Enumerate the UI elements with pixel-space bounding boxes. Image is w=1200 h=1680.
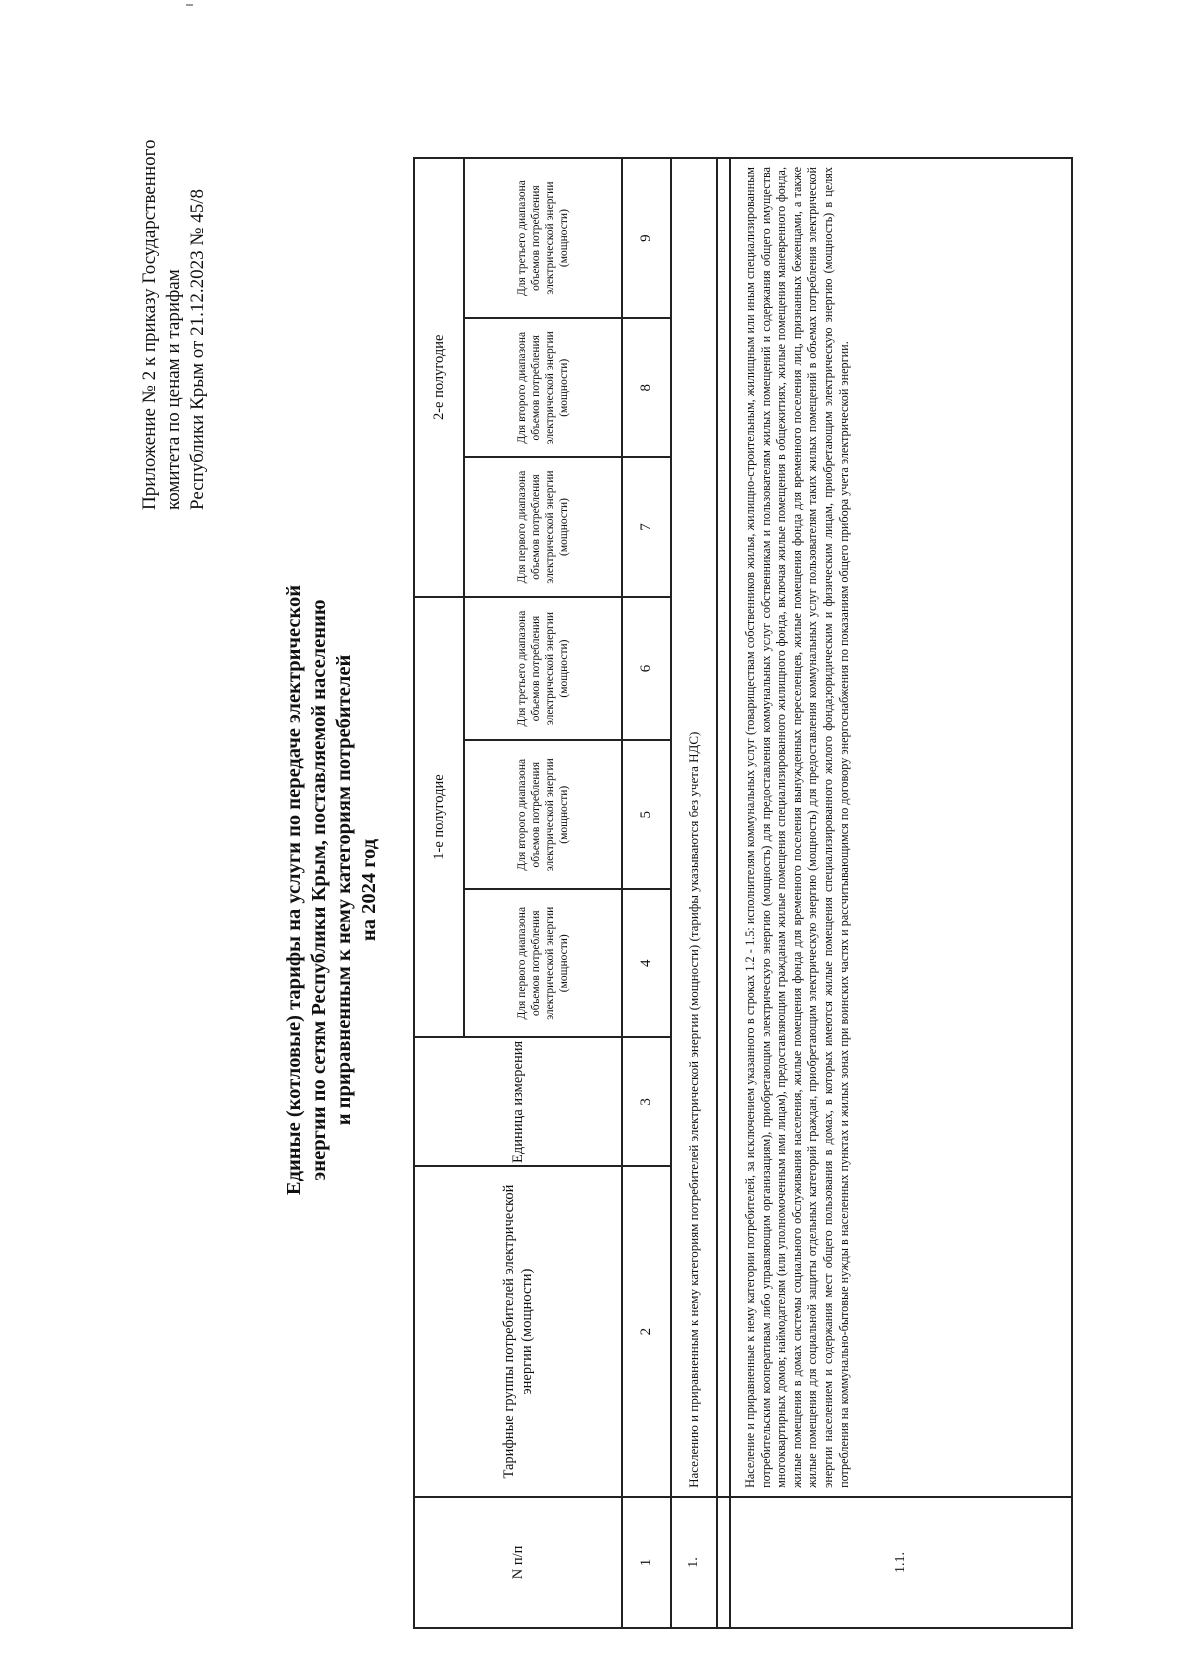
column-number: 5: [622, 740, 671, 889]
header-unit: Единица измерения: [414, 1037, 622, 1166]
section-1-label: Населению и приравненным к нему категориям потребителей электрической энергии (мощности) (тарифы указываются без учета НДС): [671, 158, 717, 1497]
header-half-2: 2-е полугодие: [414, 158, 464, 597]
document-title: [282, 560, 382, 1220]
column-number: 3: [622, 1037, 671, 1166]
header-range-2-2: Для второго диапазона объемов потребления электрической энергии (мощности): [464, 318, 622, 457]
header-range-1-1: Для первого диапазона объемов потребления электрической энергии (мощности): [464, 889, 622, 1038]
section-1-num: 1.: [671, 1497, 717, 1628]
title-line-4: на 2024 год: [358, 838, 380, 942]
header-group: Тарифные группы потребителей электрической энергии (мощности): [414, 1166, 622, 1497]
approval-line-1: Приложение № 2 к приказу Государственного: [139, 139, 160, 510]
column-number: 8: [622, 318, 671, 457]
approval-line-3: Республики Крым от 21.12.2023 № 45/8: [187, 189, 208, 510]
header-range-2-1: Для первого диапазона объемов потребления электрической энергии (мощности): [464, 457, 622, 596]
header-num: N п/п: [414, 1497, 622, 1628]
title-line-3: и приравненным к нему категориям потребителей: [333, 654, 355, 1126]
section-1-row: [671, 158, 717, 1628]
title-line-2: энергии по сетям Республики Крым, поставляемой населению: [308, 599, 330, 1181]
tariff-table: [413, 157, 1073, 1629]
column-number: 7: [622, 457, 671, 596]
spacer-row: [717, 158, 730, 1628]
header-range-1-2: Для второго диапазона объемов потребления электрической энергии (мощности): [464, 740, 622, 889]
column-number: 4: [622, 889, 671, 1038]
column-number: 9: [622, 158, 671, 318]
approval-header: [138, 90, 210, 510]
title-line-1: Единые (котловые) тарифы на услуги по передаче электрической: [283, 584, 305, 1196]
approval-line-2: комитета по ценам и тарифам: [163, 269, 184, 510]
row-1-1-num: 1.1.: [730, 1497, 1072, 1628]
column-number-row: [622, 158, 671, 1628]
header-range-1-3: Для третьего диапазона объемов потребления электрической энергии (мощности): [464, 597, 622, 741]
column-number: 1: [622, 1497, 671, 1628]
column-number: 2: [622, 1166, 671, 1497]
row-1-1: [730, 158, 1072, 1628]
column-number: 6: [622, 597, 671, 741]
header-half-1: 1-е полугодие: [414, 597, 464, 1038]
row-1-1-text: Население и приравненные к нему категории потребителей, за исключением указанного в строках 1.2 - 1.5: исполнителям коммунальных услуг (товариществам собственников жилья, жилищно-строительным, жилищным или иным специализированным потребительским кооперативам либо управляющим организациям), приобретающим электрическую энергию (мощность) для предоставления коммунальных услуг собственникам и пользователям жилых помещений и содержания общего имущества многоквартирных домов; наймодателям (или уполномоченным ими лицам), предоставляющим гражданам жилые помещения специализированного жилищного фонда, включая жилые помещения в общежитиях, жилые помещения маневренного фонда, жилые помещения в домах системы социального обслуживания населения, жилые помещения фонда для временного поселения вынужденных переселенцев, жилые помещения фонда для временного поселения лиц, признанных беженцами, а также жилые помещения для социальной защиты отдельных категорий граждан, приобретающим электрическую энергию (мощность) для предоставления коммунальных услуг пользователям таких жилых помещений в объемах потребления электрической энергии населением и содержания мест общего пользования в домах, в которых имеются жилые помещения специализированного жилого фонда;юридическим и физическим лицам, приобретающим электрическую энергию (мощность) в целях потребления на коммунально-бытовые нужды в населенных пунктах и жилых зонах при воинских частях и рассчитывающимся по договору энергоснабжения по показаниям общего прибора учета электрической энергии.: [730, 158, 1072, 1497]
header-range-2-3: Для третьего диапазона объемов потребления электрической энергии (мощности): [464, 158, 622, 318]
